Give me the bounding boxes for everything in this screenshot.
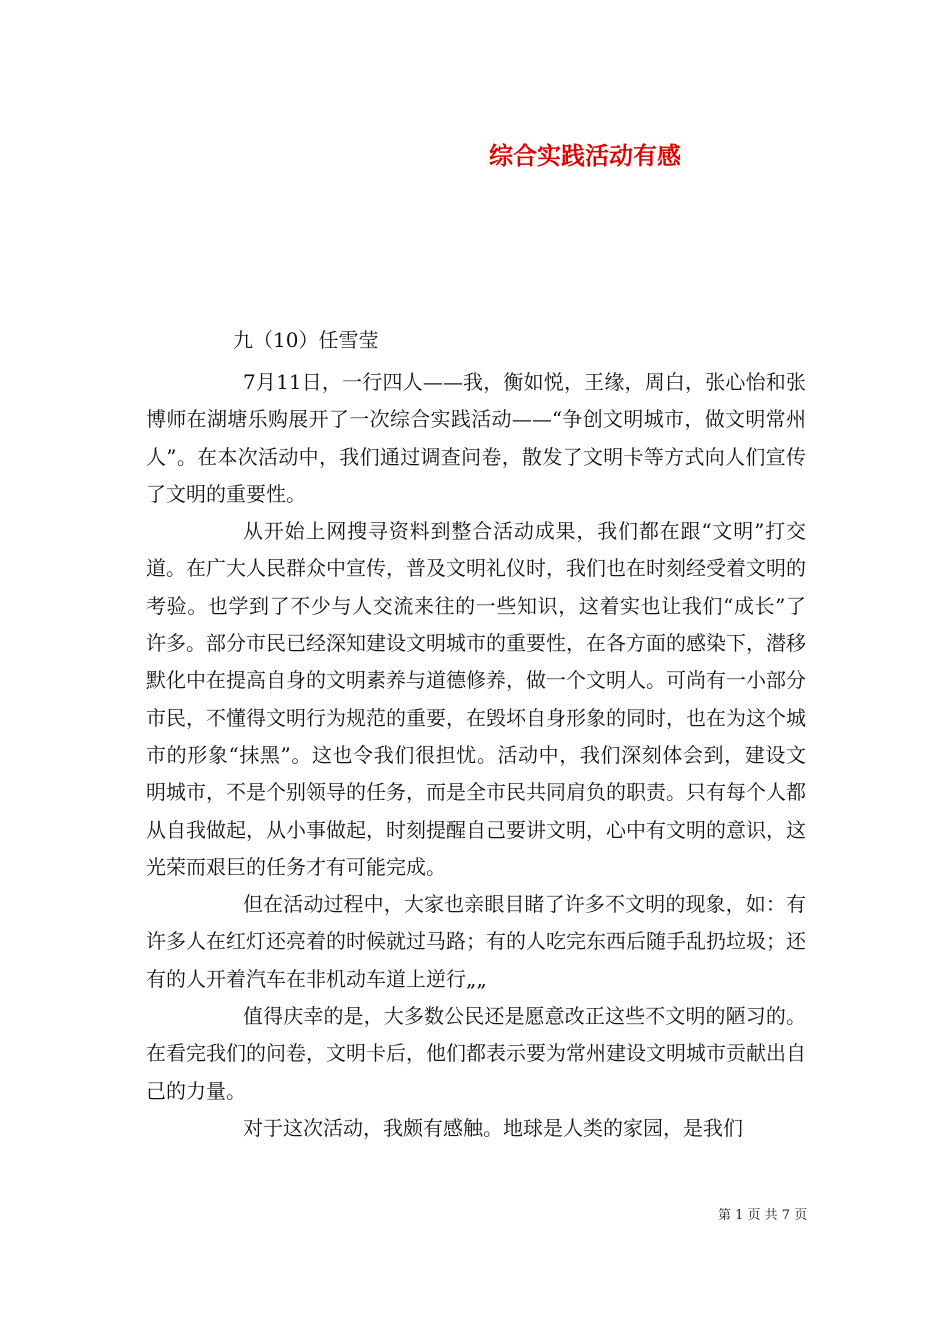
paragraph-3: 但在活动过程中，大家也亲眼目睹了许多不文明的现象，如：有许多人在红灯还亮着的时候就过马路；有的人吃完东西后随手乱扔垃圾；还有的人开着汽车在非机动车道上逆行„„ bbox=[146, 892, 806, 991]
paragraph-5: 对于这次活动，我颇有感触。地球是人类的家园，是我们 bbox=[243, 1115, 743, 1140]
document-title: 综合实践活动有感 bbox=[489, 141, 681, 170]
paragraph-4: 值得庆幸的是，大多数公民还是愿意改正这些不文明的陋习的。在看完我们的问卷，文明卡后，他们都表示要为常州建设文明城市贡献出自己的力量。 bbox=[146, 1004, 806, 1103]
document-body bbox=[146, 364, 806, 1147]
author-line: 九（10）任雪莹 bbox=[233, 328, 379, 352]
page-footer: 第 1 页 共 7 页 bbox=[718, 1208, 808, 1223]
paragraph-2: 从开始上网搜寻资料到整合活动成果，我们都在跟“文明”打交道。在广大人民群众中宣传，普及文明礼仪时，我们也在时刻经受着文明的考验。也学到了不少与人交流来往的一些知识，这着实也让我们“成长”了许多。部分市民已经深知建设文明城市的重要性，在各方面的感染下，潜移默化中在提高自身的文明素养与道德修养，做一个文明人。可尚有一小部分市民，不懂得文明行为规范的重要，在毁坏自身形象的同时，也在为这个城市的形象“抹黑”。这也令我们很担忧。活动中，我们深刻体会到，建设文明城市，不是个别领导的任务，而是全市民共同肩负的职责。只有每个人都从自我做起，从小事做起，时刻提醒自己要讲文明，心中有文明的意识，这光荣而艰巨的任务才有可能完成。 bbox=[146, 519, 806, 879]
paragraph-1: 7月11日，一行四人——我，衡如悦，王缘，周白，张心怡和张博师在湖塘乐购展开了一次综合实践活动——“争创文明城市，做文明常州人”。在本次活动中，我们通过调查问卷，散发了文明卡等方式向人们宣传了文明的重要性。 bbox=[146, 370, 806, 506]
